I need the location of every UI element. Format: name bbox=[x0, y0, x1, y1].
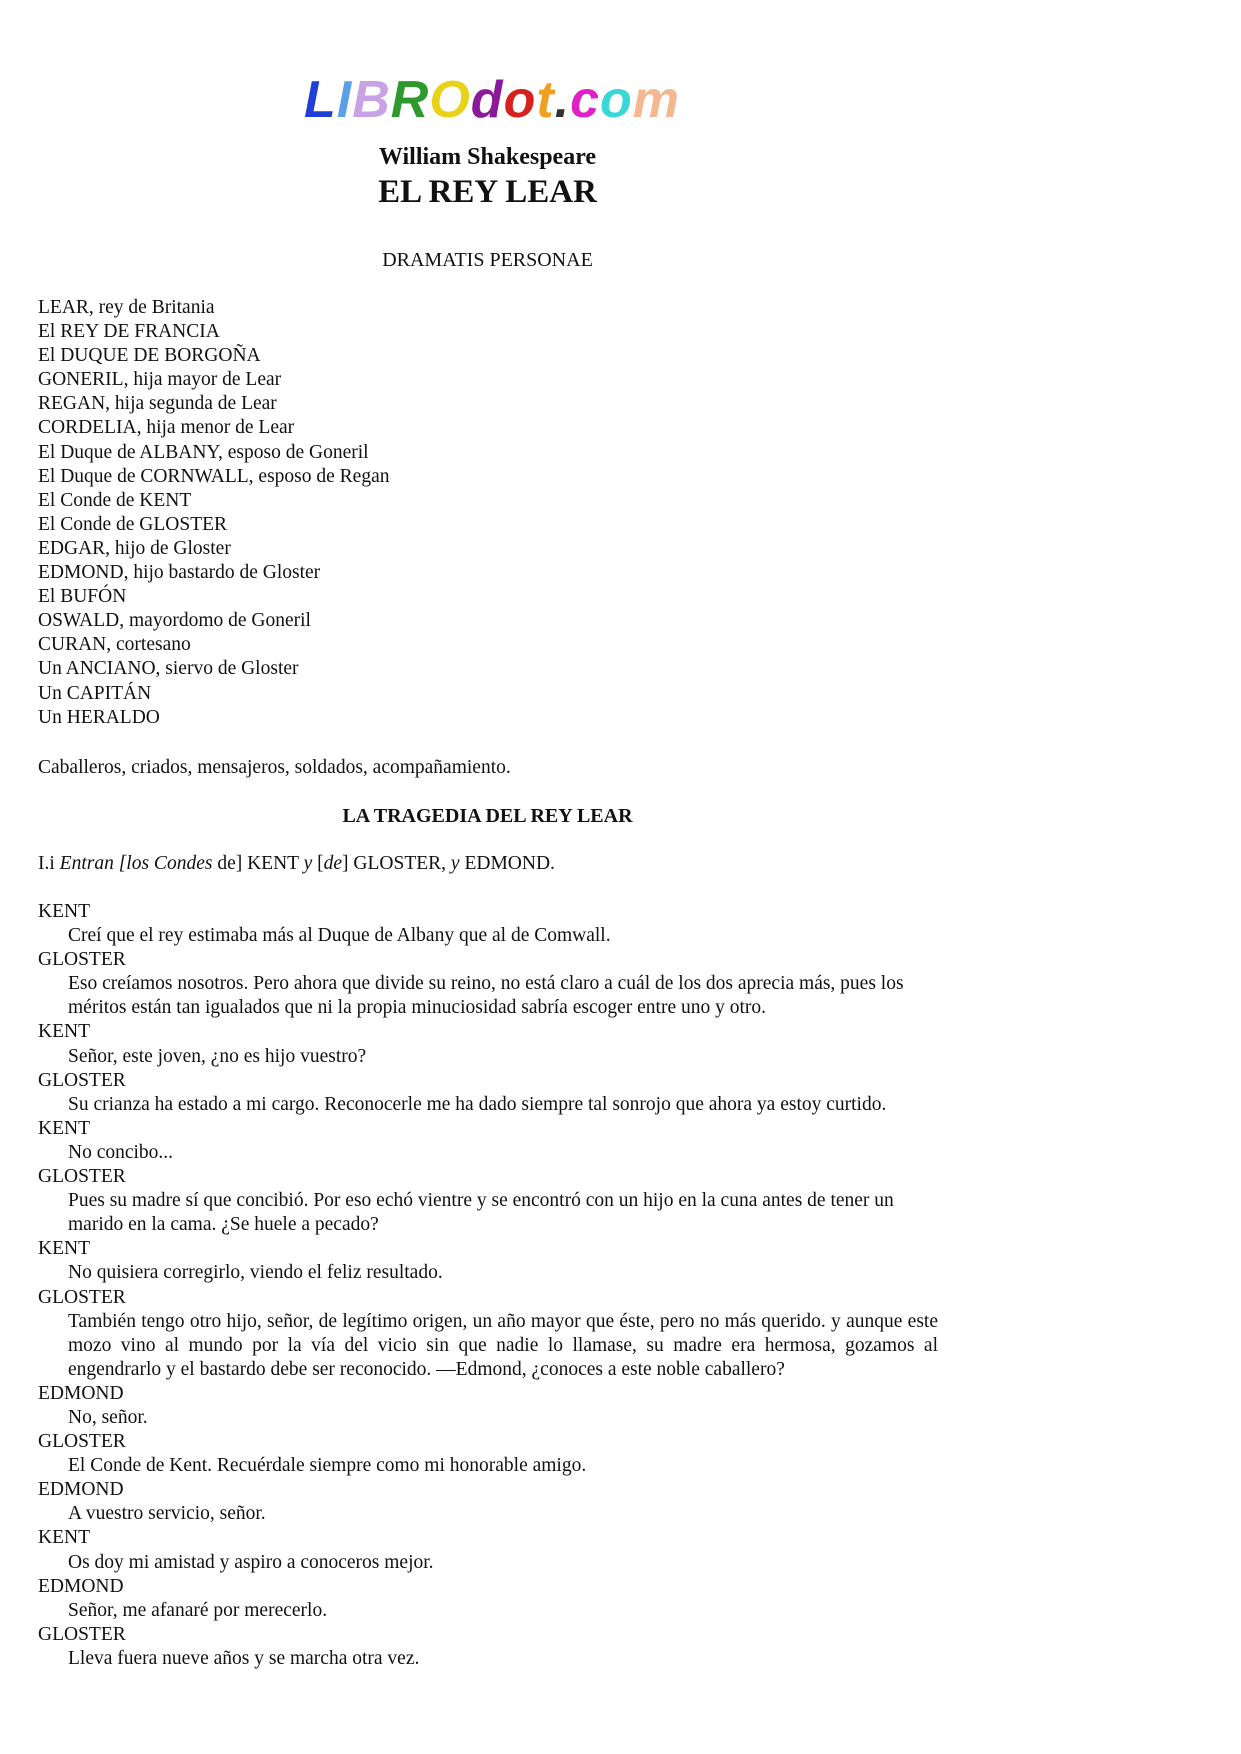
speech-line: Señor, este joven, ¿no es hijo vuestro? bbox=[68, 1045, 367, 1067]
logo-letter: c bbox=[570, 71, 601, 129]
book-title: EL REY LEAR bbox=[378, 174, 597, 210]
character-entry: El BUFÓN bbox=[38, 586, 127, 608]
stage-text: de] KENT bbox=[212, 853, 304, 874]
speech-line: Su crianza ha estado a mi cargo. Reconocerle me ha dado siempre tal sonrojo que ahora ya estoy curtido. bbox=[68, 1093, 887, 1115]
logo-letter: O bbox=[429, 71, 471, 129]
speech-line: No concibo... bbox=[68, 1141, 174, 1163]
speaker-name: KENT bbox=[38, 1527, 90, 1549]
speech-line: Os doy mi amistad y aspiro a conoceros mejor. bbox=[68, 1551, 434, 1573]
speech-line: También tengo otro hijo, señor, de legítimo origen, un año mayor que éste, pero no más querido. y aunque este mozo vino al mundo por la vía del vicio sin que nadie lo llamase, su madre era hermosa, gozamos al engendrarlo y el bastardo debe ser reconocido. —Edmond, ¿conoces a este noble caballero? bbox=[68, 1310, 938, 1380]
character-entry: LEAR, rey de Britania bbox=[38, 297, 215, 318]
speaker-name: KENT bbox=[38, 901, 90, 922]
logo-letter: R bbox=[390, 71, 430, 129]
extras-line: Caballeros, criados, mensajeros, soldados, acompañamiento. bbox=[38, 757, 511, 778]
speaker-name: GLOSTER bbox=[38, 1623, 126, 1645]
logo-letter: o bbox=[503, 71, 537, 129]
character-entry: El Duque de CORNWALL, esposo de Regan bbox=[38, 465, 390, 487]
author-name: William Shakespeare bbox=[378, 144, 597, 170]
logo-letter: t bbox=[536, 71, 555, 129]
speech-line: No, señor. bbox=[68, 1406, 148, 1428]
speech-line: No quisiera corregirlo, viendo el feliz resultado. bbox=[68, 1262, 443, 1284]
character-entry: CURAN, cortesano bbox=[38, 634, 191, 656]
logo-letter: m bbox=[632, 71, 681, 129]
dialogue bbox=[38, 900, 938, 1671]
character-entry: Un HERALDO bbox=[38, 706, 160, 728]
speaker-name: EDMOND bbox=[38, 1575, 124, 1597]
logo-letter: d bbox=[470, 71, 504, 129]
speaker-name: GLOSTER bbox=[38, 949, 126, 971]
dramatis-personae-heading: DRAMATIS PERSONAE bbox=[382, 249, 593, 271]
speaker-name: GLOSTER bbox=[38, 1286, 126, 1308]
logo-letter: I bbox=[336, 71, 353, 129]
stage-conj: y bbox=[450, 853, 460, 874]
character-entry: GONERIL, hija mayor de Lear bbox=[38, 369, 282, 391]
character-entry: El Duque de ALBANY, esposo de Goneril bbox=[38, 441, 369, 463]
character-entry: El REY DE FRANCIA bbox=[38, 321, 220, 343]
speaker-name: KENT bbox=[38, 1238, 90, 1260]
speaker-name: KENT bbox=[38, 1117, 90, 1139]
scene-number: I.i bbox=[38, 853, 60, 874]
speaker-name: EDMOND bbox=[38, 1479, 124, 1501]
character-entry: Un CAPITÁN bbox=[38, 682, 152, 704]
stage-text: [ bbox=[312, 853, 324, 874]
character-entry: EDMOND, hijo bastardo de Gloster bbox=[38, 562, 321, 584]
speech-line: Creí que el rey estimaba más al Duque de Albany que al de Comwall. bbox=[68, 925, 611, 947]
character-entry: El Conde de GLOSTER bbox=[38, 513, 228, 535]
speaker-name: GLOSTER bbox=[38, 1431, 126, 1453]
character-entry: REGAN, hija segunda de Lear bbox=[38, 393, 277, 415]
stage-text: EDMOND. bbox=[459, 853, 555, 874]
speech-line: A vuestro servicio, señor. bbox=[68, 1503, 266, 1525]
character-entry: EDGAR, hijo de Gloster bbox=[38, 537, 231, 559]
speech-line: Pues su madre sí que concibió. Por eso echó vientre y se encontró con un hijo en la cuna antes de tener un marido en la cama. ¿Se huele a pecado? bbox=[68, 1190, 894, 1236]
speech-line: Eso creíamos nosotros. Pero ahora que divide su reino, no está claro a cuál de los dos aprecia más, pues los méritos están tan igualados que ni la propia minuciosidad sabría escoger entre uno y otro. bbox=[68, 973, 904, 1019]
character-entry: El Conde de KENT bbox=[38, 489, 192, 511]
speaker-name: GLOSTER bbox=[38, 1166, 126, 1188]
speaker-name: GLOSTER bbox=[38, 1069, 126, 1091]
stage-prep: de bbox=[323, 853, 343, 874]
character-entry: OSWALD, mayordomo de Goneril bbox=[38, 610, 311, 632]
logo-letter: o bbox=[600, 71, 633, 129]
speech-line: Señor, me afanaré por merecerlo. bbox=[68, 1599, 328, 1621]
stage-entran: Entran [los Condes bbox=[59, 853, 213, 874]
logo-letter: B bbox=[352, 71, 391, 129]
stage-text: ] GLOSTER, bbox=[342, 853, 451, 874]
logo-letter: . bbox=[554, 71, 571, 129]
tragedy-heading: LA TRAGEDIA DEL REY LEAR bbox=[342, 805, 633, 827]
speech-line: Lleva fuera nueve años y se marcha otra vez. bbox=[68, 1647, 420, 1669]
character-entry: CORDELIA, hija menor de Lear bbox=[38, 417, 295, 439]
character-entry: Un ANCIANO, siervo de Gloster bbox=[38, 658, 299, 680]
stage-conj: y bbox=[303, 853, 313, 874]
speaker-name: KENT bbox=[38, 1021, 90, 1043]
character-list bbox=[38, 296, 938, 730]
character-entry: El DUQUE DE BORGOÑA bbox=[38, 345, 261, 367]
stage-direction bbox=[38, 852, 938, 876]
speaker-name: EDMOND bbox=[38, 1382, 124, 1404]
librodot-logo bbox=[304, 70, 704, 130]
speech-line: El Conde de Kent. Recuérdale siempre como mi honorable amigo. bbox=[68, 1455, 587, 1477]
logo-letter: L bbox=[304, 71, 337, 129]
